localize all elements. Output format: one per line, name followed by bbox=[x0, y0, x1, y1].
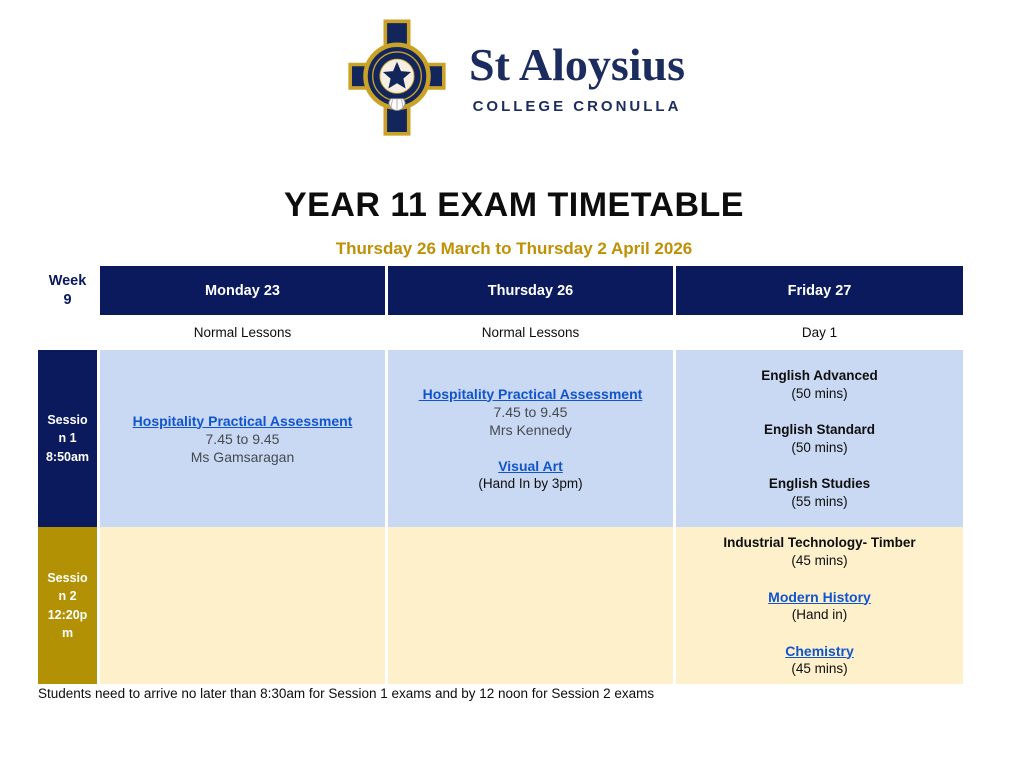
cell-line: (50 mins) bbox=[791, 385, 848, 401]
exam-link[interactable]: Hospitality Practical Assessment bbox=[418, 385, 643, 402]
page-title: YEAR 11 EXAM TIMETABLE bbox=[284, 186, 744, 224]
school-wordmark bbox=[469, 41, 685, 114]
school-name: St Aloysius bbox=[468, 39, 686, 91]
school-logo bbox=[0, 12, 1028, 144]
day-type-friday: Day 1 bbox=[676, 315, 963, 350]
column-header-monday: Monday 23 bbox=[100, 266, 385, 315]
date-range-subtitle: Thursday 26 March to Thursday 2 April 2026 bbox=[335, 239, 693, 258]
cell-line bbox=[818, 570, 822, 588]
cell-line: 7.45 to 9.45 bbox=[205, 430, 280, 447]
cell-line: Ms Gamsaragan bbox=[190, 448, 295, 465]
cell-line bbox=[818, 403, 822, 421]
cell-session2-friday bbox=[676, 527, 963, 684]
session-2-label: Session 2 12:20pm bbox=[38, 527, 97, 684]
column-header-friday: Friday 27 bbox=[676, 266, 963, 315]
exam-link[interactable]: Hospitality Practical Assessment bbox=[132, 412, 353, 429]
cell-line: (Hand In by 3pm) bbox=[478, 475, 583, 491]
exam-link[interactable]: Visual Art bbox=[498, 457, 563, 474]
cell-line bbox=[529, 439, 533, 457]
column-header-thursday: Thursday 26 bbox=[388, 266, 673, 315]
exam-link[interactable]: Chemistry bbox=[785, 642, 854, 659]
arrival-note: Students need to arrive no later than 8:30am for Session 1 exams and by 12 noon for Session 2 exams bbox=[38, 686, 655, 701]
cell-line: 7.45 to 9.45 bbox=[493, 403, 568, 420]
cell-session2-monday bbox=[100, 527, 385, 684]
cell-line: (45 mins) bbox=[791, 552, 848, 568]
cell-line: (45 mins) bbox=[791, 660, 848, 676]
day-type-monday: Normal Lessons bbox=[100, 315, 385, 350]
day-type-thursday: Normal Lessons bbox=[388, 315, 673, 350]
cell-session1-monday bbox=[100, 350, 385, 527]
cell-line: (55 mins) bbox=[791, 493, 848, 509]
cell-line: Industrial Technology- Timber bbox=[723, 534, 916, 550]
cell-line bbox=[818, 457, 822, 475]
session-1-label: Session 1 8:50am bbox=[38, 350, 97, 527]
school-crest-icon bbox=[343, 15, 451, 141]
cell-line: English Standard bbox=[763, 421, 875, 437]
cell-line bbox=[818, 624, 822, 642]
cell-line: Mrs Kennedy bbox=[489, 421, 572, 438]
cell-session1-friday bbox=[676, 350, 963, 527]
cell-line: (50 mins) bbox=[791, 439, 848, 455]
cell-line: (Hand in) bbox=[791, 606, 848, 622]
timetable-grid bbox=[38, 266, 963, 684]
spacer-cell bbox=[38, 315, 97, 350]
cell-line: English Studies bbox=[768, 475, 871, 491]
exam-link[interactable]: Modern History bbox=[768, 588, 871, 605]
school-subname: COLLEGE CRONULLA bbox=[472, 97, 682, 115]
cell-session2-thursday bbox=[388, 527, 673, 684]
cell-line: English Advanced bbox=[761, 367, 878, 383]
cell-session1-thursday bbox=[388, 350, 673, 527]
week-label: Week 9 bbox=[48, 272, 87, 308]
